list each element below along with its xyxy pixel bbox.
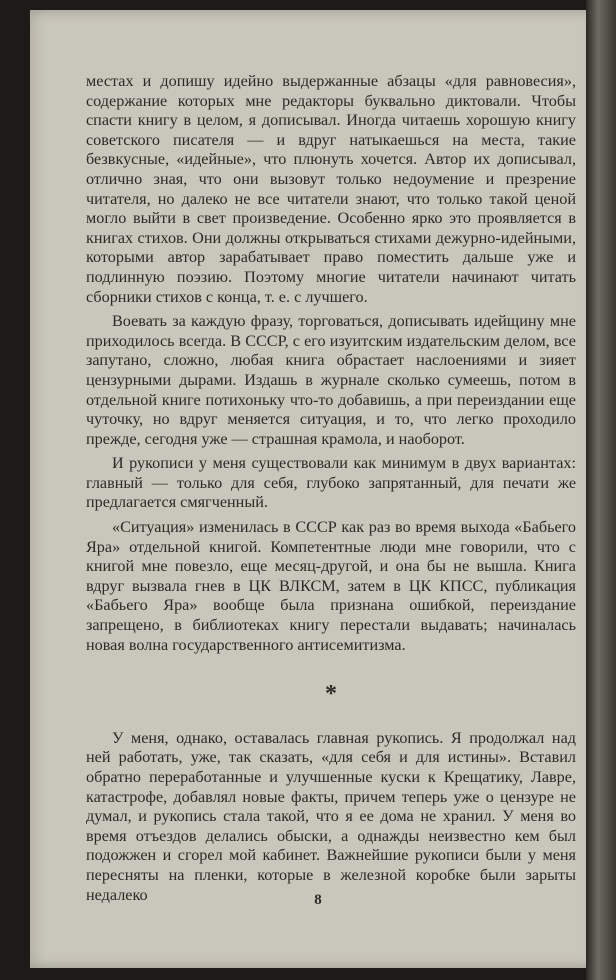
- paragraph-5: У меня, однако, оставалась главная рукопись. Я продолжал над ней работать, уже, так сказать, «для себя и для истины». Вставил обратно переработанные и улучшенные куски к Крещатику, Лавре, катастрофе, добавлял новые факты, причем теперь уже о цензуре не думал, и рукопись стала такой, что я ее дома не хранил. У меня во время отъездов делались обыски, а однажды неизвестно кем был подожжен и сгорел мой кабинет. Важнейшие рукописи были у меня пересняты на пленки, которые в железной коробке были зарыты недалеко: [86, 728, 576, 904]
- page-body: [86, 72, 576, 905]
- book-page: [30, 10, 606, 968]
- paragraph-4: «Ситуация» изменилась в СССР как раз во время выхода «Бабьего Яра» отдельной книгой. Компетентные люди мне говорили, что с книгой мне повезло, еще месяц-другой, и она бы не вышла. Книга вдруг вызвала гнев в ЦК ВЛКСМ, затем в ЦК КПСС, публикация «Бабьего Яра» вообще была признана ошибкой, переиздание запрещено, в библиотеках книгу перестали выдавать; начиналась новая волна государственного антисемитизма.: [86, 518, 576, 654]
- book-spine-edge: [586, 0, 616, 980]
- paragraph-3: И рукописи у меня существовали как минимум в двух вариантах: главный — только для себя, глубоко запрятанный, для печати же предлагается смягченный.: [86, 454, 576, 512]
- section-separator-asterisk: *: [325, 681, 337, 708]
- page-number: 8: [314, 892, 322, 908]
- paragraph-1: местах и допишу идейно выдержанные абзацы «для равновесия», содержание которых мне редакторы буквально диктовали. Чтобы спасти книгу в целом, я дописывал. Иногда читаешь хорошую книгу советского писателя — и вдруг натыкаешься на места, такие безвкусные, «идейные», что плюнуть хочется. Автор их дописывал, отлично зная, что они вызовут только недоумение и презрение читателя, но далеко не все читатели знают, что только такой ценой могло выйти в свет произведение. Особенно ярко это проявляется в книгах стихов. Они должны открываться стихами дежурно-идейными, которыми автор зарабатывает право поместить дальше уже и подлинную поэзию. Поэтому многие читатели начинают читать сборники стихов с конца, т. е. с лучшего.: [86, 72, 576, 306]
- paragraph-2: Воевать за каждую фразу, торговаться, дописывать идейщину мне приходилось всегда. В СССР, с его изуитским издательским делом, все запутано, сложно, любая книга обрастает наслоениями и зияет цензурными дырами. Издашь в журнале сколько сумеешь, потом в отдельной книге потихоньку что-то добавишь, а при переиздании еще чуточку, но вдруг меняется ситуация, и то, что легко проходило прежде, сегодня уже — страшная крамола, и наоборот.: [86, 312, 576, 448]
